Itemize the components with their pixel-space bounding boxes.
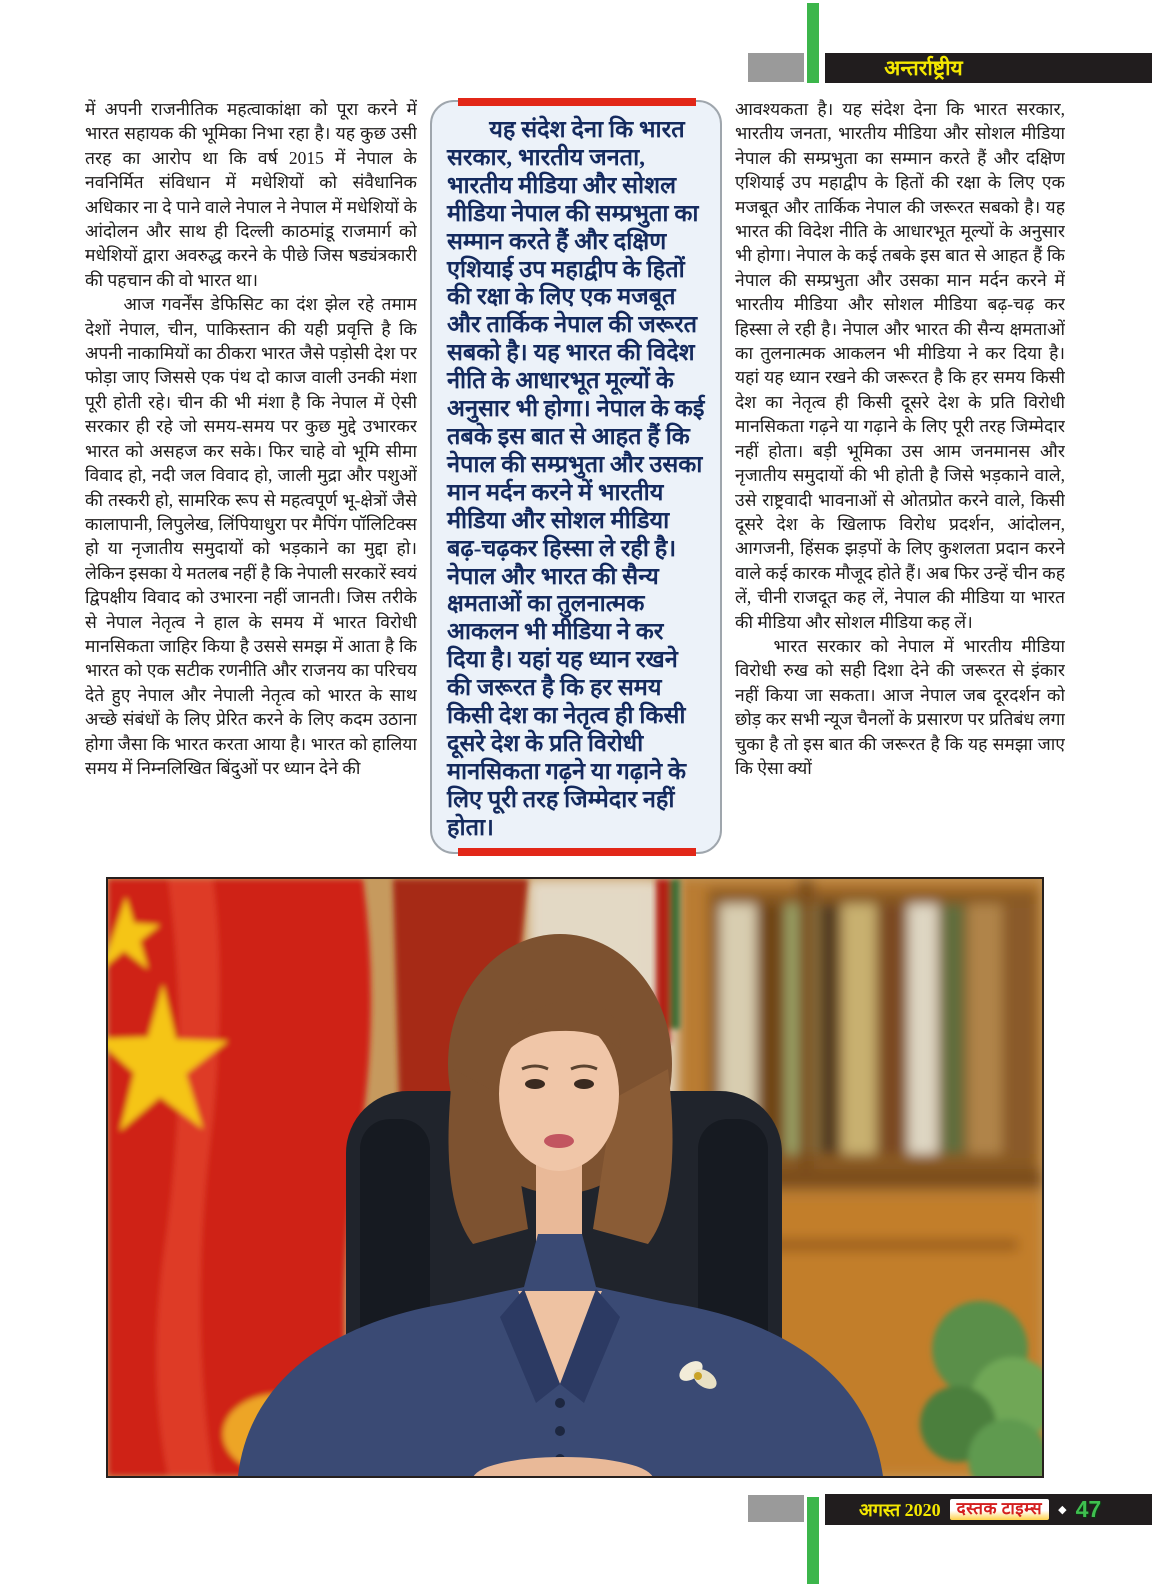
lips: [544, 1134, 574, 1148]
magazine-logo: दस्तक टाइम्स: [950, 1499, 1049, 1520]
eye: [574, 1079, 594, 1089]
article-paragraph: भारत सरकार को नेपाल में भारतीय मीडिया विरोधी रुख को सही दिशा देने की जरूरत से इंकार नहीं किया जा सकता। आज नेपाल जब दूरदर्शन को छोड़ कर सभी न्यूज चैनलों के प्रसारण पर प्रतिबंध लगा चुका है तो इस बात की जरूरत है कि यह समझा जाए कि ऐसा क्यों: [735, 635, 1065, 778]
photo-illustration: [108, 879, 1042, 1476]
footer-gray-block: [748, 1495, 804, 1522]
header-green-bar: [807, 3, 819, 83]
article-paragraph: आवश्यकता है। यह संदेश देना कि भारत सरकार, भारतीय जनता, भारतीय मीडिया और सोशल मीडिया नेपाल की सम्प्रभुता का सम्मान करते हैं और दक्षिण एशियाई उप महाद्वीप के हितों की रक्षा के लिए एक मजबूत और तार्किक नेपाल की जरूरत सबको है। यह भारत की विदेश नीति के आधारभूत मूल्यों के अनुसार भी होगा। नेपाल के कई तबके इस बात से आहत हैं कि नेपाल की सम्प्रभुता और उसका मान मर्दन करने में भारतीय मीडिया और सोशल मीडिया बढ़-चढ़ कर हिस्सा ले रही है। नेपाल और भारत की सैन्य क्षमताओं का तुलनात्मक आकलन भी मीडिया ने कर दिया है। यहां यह ध्यान रखने की जरूरत है कि हर समय किसी देश का नेतृत्व ही किसी दूसरे देश के प्रति विरोधी मानसिकता गढ़ने या गढ़ाने के लिए पूरी तरह जिम्मेदार नहीं होता। बड़ी भूमिका उस आम जनमानस और नृजातीय समुदायों की भी होती है जिसे भड़काने वाले, उसे राष्ट्रवादी भावनाओं से ओतप्रोत करने वाले, किसी दूसरे देश के खिलाफ विरोध प्रदर्शन, आंदोलन, आगजनी, हिंसक झड़पों के लिए कुशलता प्रदान करने वाले कई कारक मौजूद होते हैं। अब फिर उन्हें चीन कह लें, चीनी राजदूत कह लें, नेपाल की मीडिया या भारत की मीडिया और सोशल मीडिया कह लें।: [735, 99, 1065, 632]
article-column-3: [735, 97, 1065, 859]
article-column-1: [85, 97, 417, 859]
header-gray-block: [748, 53, 804, 82]
pullquote-box: [430, 100, 722, 854]
section-title: अन्तर्राष्ट्रीय: [884, 55, 963, 80]
diamond-icon: ◆: [1058, 1504, 1067, 1516]
article-paragraph: आज गवर्नेंस डेफिसिट का दंश झेल रहे तमाम देशों नेपाल, चीन, पाकिस्तान की यही प्रवृत्ति है कि अपनी नाकामियों का ठीकरा भारत जैसे पड़ोसी देश पर फोड़ा जाए जिससे एक पंथ दो काज वाली उनकी मंशा पूरी होती रहे। चीन की भी मंशा है कि नेपाल में ऐसी सरकार ही रहे जो समय-समय पर कुछ मुद्दे उभारकर भारत को असहज कर सके। फिर चाहे वो भूमि सीमा विवाद हो, नदी जल विवाद हो, जाली मुद्रा और पशुओं की तस्करी हो, सामरिक रूप से महत्वपूर्ण भू-क्षेत्रों जैसे कालापानी, लिपुलेख, लिंपियाधुरा पर मैपिंग पॉलिटिक्स हो या नृजातीय समुदायों को भड़काने का मुद्दा हो। लेकिन इसका ये मतलब नहीं है कि नेपाली सरकारें स्वयं द्विपक्षीय विवाद को उभारना नहीं जानती। जिस तरीके से नेपाल नेतृत्व ने हाल के समय में भारत विरोधी मानसिकता जाहिर किया है उससे समझ में आता है कि भारत को एक सटीक रणनीति और राजनय का परिचय देते हुए नेपाल और नेपाली नेतृत्व को भारत के साथ अच्छे संबंधों के लिए प्रेरित करने के लिए कदम उठाना होगा जैसा कि भारत करता आया है। भारत को हालिया समय में निम्नलिखित बिंदुओं पर ध्यान देने की: [85, 294, 417, 778]
pullquote-text: यह संदेश देना कि भारत सरकार, भारतीय जनता, भारतीय मीडिया और सोशल मीडिया नेपाल की सम्प्रभुता का सम्मान करते हैं और दक्षिण एशियाई उप महाद्वीप के हितों की रक्षा के लिए एक मजबूत और तार्किक नेपाल की जरूरत सबको है। यह भारत की विदेश नीति के आधारभूत मूल्यों के अनुसार भी होगा। नेपाल के कई तबके इस बात से आहत हैं कि नेपाल की सम्प्रभुता और उसका मान मर्दन करने में भारतीय मीडिया और सोशल मीडिया बढ़-चढ़कर हिस्सा ले रही है। नेपाल और भारत की सैन्य क्षमताओं का तुलनात्मक आकलन भी मीडिया ने कर दिया है। यहां यह ध्यान रखने की जरूरत है कि हर समय किसी देश का नेतृत्व ही किसी दूसरे देश के प्रति विरोधी मानसिकता गढ़ने या गढ़ाने के लिए पूरी तरह जिम्मेदार नहीं होता।: [447, 117, 705, 841]
photo-ambassador-portrait: [106, 877, 1044, 1478]
footer-green-bar: [807, 1497, 819, 1584]
article-paragraph: में अपनी राजनीतिक महत्वाकांक्षा को पूरा करने में भारत सहायक की भूमिका निभा रहा है। यह कुछ उसी तरह का आरोप था कि वर्ष 2015 में नेपाल के नवनिर्मित संविधान में मधेशियों को संवैधानिक अधिकार ना दे पाने वाले नेपाल ने नेपाल में मधेशियों के आंदोलन और साथ ही दिल्ली काठमांडू राजमार्ग को मधेशियों द्वारा अवरुद्ध करने के पीछे जिस षड्यंत्रकारी की पहचान की वो भारत था।: [85, 99, 417, 290]
pullquote-bottom-rule: [458, 848, 696, 856]
footer-bar: [825, 1494, 1152, 1525]
pullquote-top-rule: [458, 98, 696, 106]
header-section-bar: [825, 53, 1152, 83]
page-number: 47: [1075, 1496, 1102, 1522]
footer-issue-date: अगस्त 2020: [859, 1499, 941, 1520]
eye: [525, 1079, 545, 1089]
